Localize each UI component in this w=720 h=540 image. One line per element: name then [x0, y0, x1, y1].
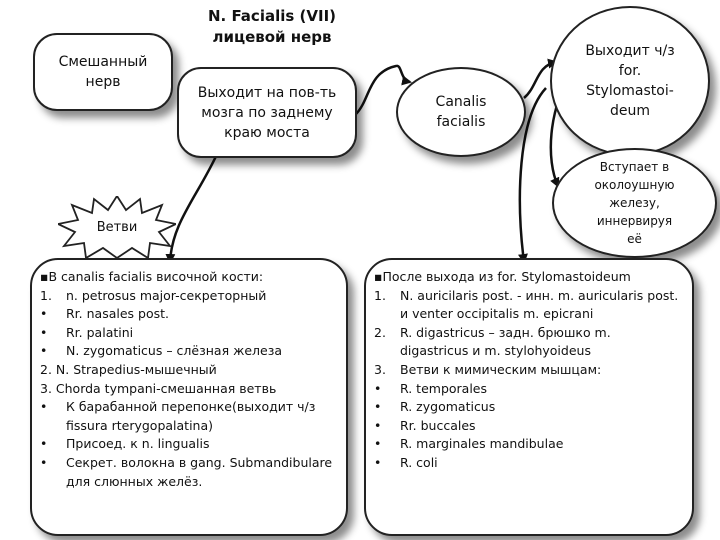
- panel-list-item: [40, 268, 336, 287]
- diagram-title: N. Facialis (VII) лицевой нерв: [207, 7, 337, 46]
- foramen-exit-text: Выходит ч/з for. Stylomastoi- deum: [585, 43, 675, 119]
- parotid-gland-text: Вступает в околоушную железу, иннервируя её: [594, 160, 675, 246]
- list-item-text: R. digastricus – задн. брюшко m. digastricus и m. stylohyoideus: [400, 324, 611, 359]
- list-item-text: n. petrosus major-секреторный: [66, 287, 267, 303]
- list-item-text: N. zygomaticus – слёзная железа: [66, 343, 283, 359]
- list-item-text: R. temporales: [400, 380, 488, 396]
- mixed-nerve-box: [33, 33, 173, 111]
- list-item-text: N. auricilaris post. - инн. m. auricularis post. и venter occipitalis m. epicrani: [400, 287, 679, 322]
- list-marker: 1.: [374, 287, 386, 303]
- list-marker: •: [374, 380, 382, 396]
- right-branches-panel: [364, 258, 694, 536]
- parotid-gland-ellipse: [552, 148, 717, 258]
- panel-list-item: [40, 324, 336, 343]
- panel-list-item: [374, 435, 682, 454]
- list-marker: •: [374, 417, 382, 433]
- panel-list-item: [374, 417, 682, 436]
- list-marker: •: [40, 324, 48, 340]
- panel-list-item: [40, 398, 336, 435]
- list-item-text: Rr. palatini: [66, 324, 134, 340]
- list-marker: •: [374, 436, 382, 452]
- list-item-text: R. zygomaticus: [400, 399, 496, 415]
- canalis-facialis-text: Canalis facialis: [435, 94, 487, 130]
- panel-list-item: [40, 361, 336, 380]
- list-marker: •: [40, 306, 48, 322]
- list-item-text: Ветви к мимическим мышцам:: [400, 361, 602, 377]
- list-marker: •: [374, 399, 382, 415]
- list-item-text: Присоед. к n. lingualis: [66, 436, 210, 452]
- panel-list-item: [40, 287, 336, 306]
- mixed-nerve-text: Смешанный нерв: [58, 54, 148, 90]
- panel-list-item: [374, 361, 682, 380]
- list-item-text: После выхода из for. Stylomastoideum: [382, 269, 631, 284]
- list-item-text: Секрет. волокна в gang. Submandibulare для слюнных желёз.: [66, 454, 333, 489]
- list-item-text: К барабанной перепонке(выходит ч/з fissura rterygopalatina): [66, 399, 316, 433]
- list-item-text: 3. Chorda tympani-смешанная ветвь: [40, 380, 277, 396]
- panel-list-item: [374, 454, 682, 473]
- panel-list-item: [374, 380, 682, 399]
- arrow-brain-to-left-panel: [170, 152, 218, 262]
- brain-exit-box: [177, 67, 357, 158]
- list-marker: •: [40, 436, 48, 452]
- panel-list-item: [40, 454, 336, 491]
- list-item-text: Rr. buccales: [400, 417, 476, 433]
- list-item-text: В canalis facialis височной кости:: [48, 269, 264, 284]
- list-item-text: R. marginales mandibulae: [400, 436, 564, 452]
- list-marker: 2.: [374, 324, 386, 340]
- canalis-facialis-ellipse: [396, 67, 526, 157]
- list-marker: 1.: [40, 287, 52, 303]
- list-marker: 3.: [374, 361, 386, 377]
- panel-list-item: [374, 287, 682, 324]
- panel-list-item: [40, 305, 336, 324]
- panel-list-item: [374, 268, 682, 287]
- list-marker: •: [40, 454, 48, 470]
- panel-list-item: [374, 324, 682, 361]
- left-branches-panel: [30, 258, 348, 536]
- branches-label: Ветви: [96, 219, 138, 235]
- panel-list-item: [40, 380, 336, 399]
- panel-list-item: [40, 435, 336, 454]
- list-marker: •: [40, 343, 48, 359]
- brain-exit-text: Выходит на пов-ть мозга по заднему краю моста: [197, 84, 337, 141]
- panel-list-item: [374, 398, 682, 417]
- list-item-text: 2. N. Strapedius-мышечный: [40, 361, 217, 377]
- list-marker: •: [374, 454, 382, 470]
- panel-list-item: [40, 342, 336, 361]
- list-item-text: Rr. nasales post.: [66, 306, 169, 322]
- list-item-text: R. coli: [400, 454, 438, 470]
- foramen-exit-ellipse: [550, 6, 710, 156]
- list-marker: ▪: [40, 269, 49, 284]
- list-marker: ▪: [374, 269, 383, 284]
- list-marker: •: [40, 399, 48, 415]
